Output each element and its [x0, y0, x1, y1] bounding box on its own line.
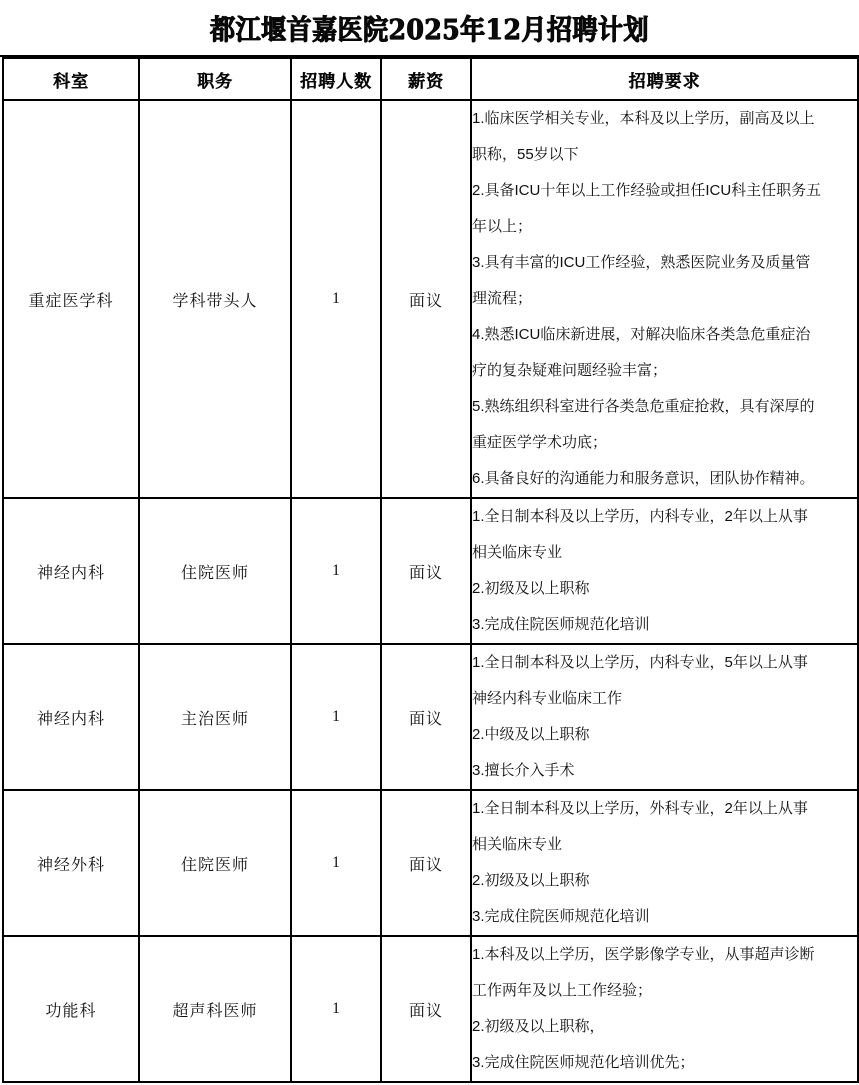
requirement-line: 相关临床专业	[472, 544, 563, 561]
requirement-line: 职称，55岁以下	[472, 146, 579, 163]
requirement-line: 6.具备良好的沟通能力和服务意识，团队协作精神。	[472, 470, 815, 487]
recruitment-table	[2, 57, 859, 1083]
header-row	[3, 58, 858, 100]
cell-department: 重症医学科	[3, 100, 139, 498]
column-header-position: 职务	[139, 58, 291, 100]
cell-department: 神经内科	[3, 644, 139, 790]
requirement-line: 3.完成住院医师规范化培训优先；	[472, 1054, 695, 1071]
requirement-line: 2.初级及以上职称	[472, 872, 590, 889]
cell-department: 神经外科	[3, 790, 139, 936]
cell-position: 学科带头人	[139, 100, 291, 498]
requirement-line: 工作两年及以上工作经验；	[472, 982, 653, 999]
requirement-line: 3.具有丰富的ICU工作经验，熟悉医院业务及质量管	[472, 254, 811, 271]
requirement-line: 2.初级及以上职称，	[472, 1018, 605, 1035]
page-title: 都江堰首嘉医院2025年12月招聘计划	[210, 12, 649, 46]
cell-department: 功能科	[3, 936, 139, 1082]
cell-position: 主治医师	[139, 644, 291, 790]
requirement-line: 3.完成住院医师规范化培训	[472, 616, 650, 633]
requirement-line: 1.全日制本科及以上学历，内科专业，5年以上从事	[472, 654, 808, 671]
column-header-requirements: 招聘要求	[471, 58, 858, 100]
cell-requirements	[471, 936, 858, 1082]
table-container	[0, 57, 859, 1085]
requirement-line: 疗的复杂疑难问题经验丰富；	[472, 362, 668, 379]
requirement-line: 2.初级及以上职称	[472, 580, 590, 597]
requirement-line: 1.全日制本科及以上学历，内科专业，2年以上从事	[472, 508, 808, 525]
cell-requirements	[471, 498, 858, 644]
requirement-line: 2.具备ICU十年以上工作经验或担任ICU科主任职务五	[472, 182, 822, 199]
table-header	[3, 58, 858, 100]
cell-salary: 面议	[381, 644, 471, 790]
cell-position: 住院医师	[139, 790, 291, 936]
cell-requirements	[471, 644, 858, 790]
cell-department: 神经内科	[3, 498, 139, 644]
requirement-line: 4.熟悉ICU临床新进展，对解决临床各类急危重症治	[472, 326, 811, 343]
cell-headcount: 1	[291, 790, 381, 936]
cell-headcount: 1	[291, 498, 381, 644]
cell-salary: 面议	[381, 100, 471, 498]
requirement-line: 1.本科及以上学历，医学影像学专业，从事超声诊断	[472, 946, 815, 963]
cell-salary: 面议	[381, 936, 471, 1082]
requirement-line: 1.临床医学相关专业，本科及以上学历，副高及以上	[472, 110, 815, 127]
title-band	[0, 0, 859, 57]
cell-headcount: 1	[291, 936, 381, 1082]
cell-headcount: 1	[291, 644, 381, 790]
cell-position: 住院医师	[139, 498, 291, 644]
table-row	[3, 790, 858, 936]
requirement-line: 2.中级及以上职称	[472, 726, 590, 743]
table-row	[3, 498, 858, 644]
column-header-headcount: 招聘人数	[291, 58, 381, 100]
cell-salary: 面议	[381, 790, 471, 936]
cell-salary: 面议	[381, 498, 471, 644]
table-row	[3, 100, 858, 498]
table-body	[3, 100, 858, 1082]
requirement-line: 年以上；	[472, 218, 533, 235]
table-row	[3, 936, 858, 1082]
cell-requirements	[471, 790, 858, 936]
column-header-salary: 薪资	[381, 58, 471, 100]
column-header-department: 科室	[3, 58, 139, 100]
requirement-line: 理流程；	[472, 290, 533, 307]
table-row	[3, 644, 858, 790]
requirement-line: 相关临床专业	[472, 836, 563, 853]
requirement-line: 1.全日制本科及以上学历，外科专业，2年以上从事	[472, 800, 808, 817]
cell-headcount: 1	[291, 100, 381, 498]
requirement-line: 3.完成住院医师规范化培训	[472, 908, 650, 925]
requirement-line: 神经内科专业临床工作	[472, 690, 623, 707]
requirement-line: 3.擅长介入手术	[472, 762, 575, 779]
requirement-line: 5.熟练组织科室进行各类急危重症抢救，具有深厚的	[472, 398, 815, 415]
cell-requirements	[471, 100, 858, 498]
requirement-line: 重症医学学术功底；	[472, 434, 608, 451]
cell-position: 超声科医师	[139, 936, 291, 1082]
